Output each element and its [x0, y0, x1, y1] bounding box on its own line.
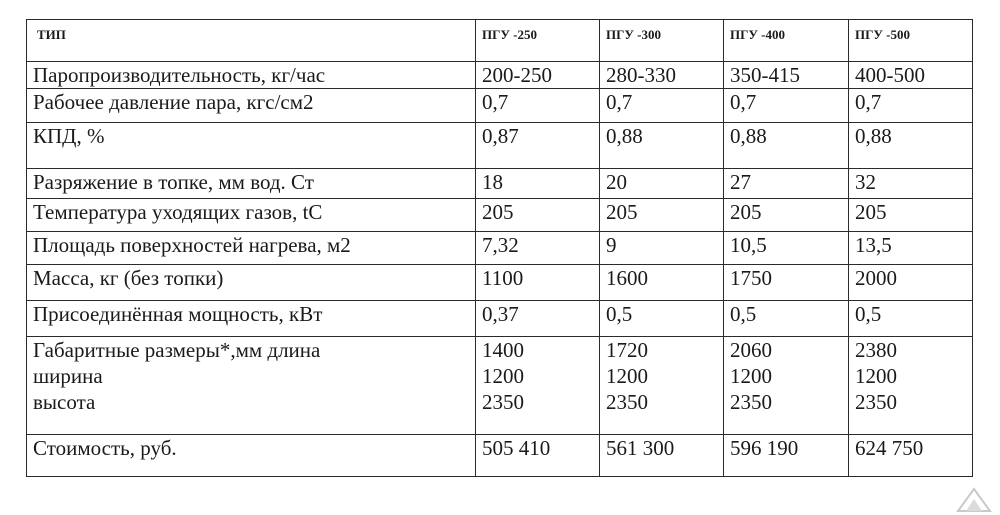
row-value: 205 — [476, 199, 600, 232]
cost-value: 624 750 — [849, 435, 973, 477]
row-value: 400-500 — [849, 62, 973, 89]
row-value: 0,88 — [600, 123, 724, 169]
table-row-mass — [27, 265, 973, 301]
watermark-logo-icon — [954, 487, 994, 513]
table-row-cost — [27, 435, 973, 477]
table-row-steam-pressure — [27, 89, 973, 123]
dimension-value: 2350 — [482, 390, 524, 414]
dimension-values — [600, 337, 724, 435]
table-header-row — [27, 20, 973, 62]
table-row-heating-surface — [27, 232, 973, 265]
row-label: Площадь поверхностей нагрева, м2 — [27, 232, 476, 265]
specifications-table — [26, 19, 973, 477]
row-value: 10,5 — [724, 232, 849, 265]
row-value: 0,7 — [849, 89, 973, 123]
row-label: КПД, % — [27, 123, 476, 169]
row-value: 0,7 — [724, 89, 849, 123]
type-header-cell: ТИП — [27, 20, 476, 62]
cost-value: 561 300 — [600, 435, 724, 477]
row-value: 20 — [600, 169, 724, 199]
row-value: 0,88 — [849, 123, 973, 169]
row-value: 0,7 — [600, 89, 724, 123]
row-value: 1600 — [600, 265, 724, 301]
dimension-value: 1200 — [606, 364, 648, 388]
dimension-values — [724, 337, 849, 435]
dimension-length-label: Габаритные размеры*,мм длина — [33, 338, 321, 362]
row-value: 350-415 — [724, 62, 849, 89]
row-value: 205 — [849, 199, 973, 232]
row-value: 205 — [724, 199, 849, 232]
dimension-value: 1400 — [482, 338, 524, 362]
row-value: 205 — [600, 199, 724, 232]
dimension-value: 2350 — [730, 390, 772, 414]
model-header-cell: ПГУ -250 — [476, 20, 600, 62]
row-value: 280-330 — [600, 62, 724, 89]
row-label: Разряжение в топке, мм вод. Ст — [27, 169, 476, 199]
row-value: 13,5 — [849, 232, 973, 265]
dimension-values — [476, 337, 600, 435]
table-row-steam-output — [27, 62, 973, 89]
row-value: 0,5 — [849, 301, 973, 337]
dimension-value: 1200 — [855, 364, 897, 388]
row-value: 0,37 — [476, 301, 600, 337]
row-value: 0,7 — [476, 89, 600, 123]
row-value: 2000 — [849, 265, 973, 301]
table-row-efficiency — [27, 123, 973, 169]
row-value: 0,88 — [724, 123, 849, 169]
row-value: 18 — [476, 169, 600, 199]
row-value: 32 — [849, 169, 973, 199]
row-label — [27, 337, 476, 435]
table-row-furnace-draft — [27, 169, 973, 199]
model-header-cell: ПГУ -300 — [600, 20, 724, 62]
row-label: Масса, кг (без топки) — [27, 265, 476, 301]
dimension-value: 1720 — [606, 338, 648, 362]
row-label: Паропроизводительность, кг/час — [27, 62, 476, 89]
dimension-height-label: высота — [33, 390, 96, 414]
cost-value: 505 410 — [476, 435, 600, 477]
model-header-cell: ПГУ -500 — [849, 20, 973, 62]
cost-value: 596 190 — [724, 435, 849, 477]
dimension-value: 2060 — [730, 338, 772, 362]
row-value: 7,32 — [476, 232, 600, 265]
model-header-cell: ПГУ -400 — [724, 20, 849, 62]
row-value: 27 — [724, 169, 849, 199]
row-value: 9 — [600, 232, 724, 265]
dimension-value: 1200 — [482, 364, 524, 388]
dimension-value: 1200 — [730, 364, 772, 388]
row-label: Температура уходящих газов, tC — [27, 199, 476, 232]
row-value: 1100 — [476, 265, 600, 301]
dimension-value: 2350 — [855, 390, 897, 414]
dimension-value: 2350 — [606, 390, 648, 414]
dimension-value: 2380 — [855, 338, 897, 362]
row-value: 0,5 — [724, 301, 849, 337]
dimension-values — [849, 337, 973, 435]
row-value: 0,5 — [600, 301, 724, 337]
row-label: Рабочее давление пара, кгс/см2 — [27, 89, 476, 123]
table-row-connected-power — [27, 301, 973, 337]
row-label: Стоимость, руб. — [27, 435, 476, 477]
table-row-flue-gas-temperature — [27, 199, 973, 232]
dimension-width-label: ширина — [33, 364, 103, 388]
row-value: 200-250 — [476, 62, 600, 89]
row-value: 1750 — [724, 265, 849, 301]
row-value: 0,87 — [476, 123, 600, 169]
table-row-dimensions — [27, 337, 973, 435]
row-label: Присоединённая мощность, кВт — [27, 301, 476, 337]
